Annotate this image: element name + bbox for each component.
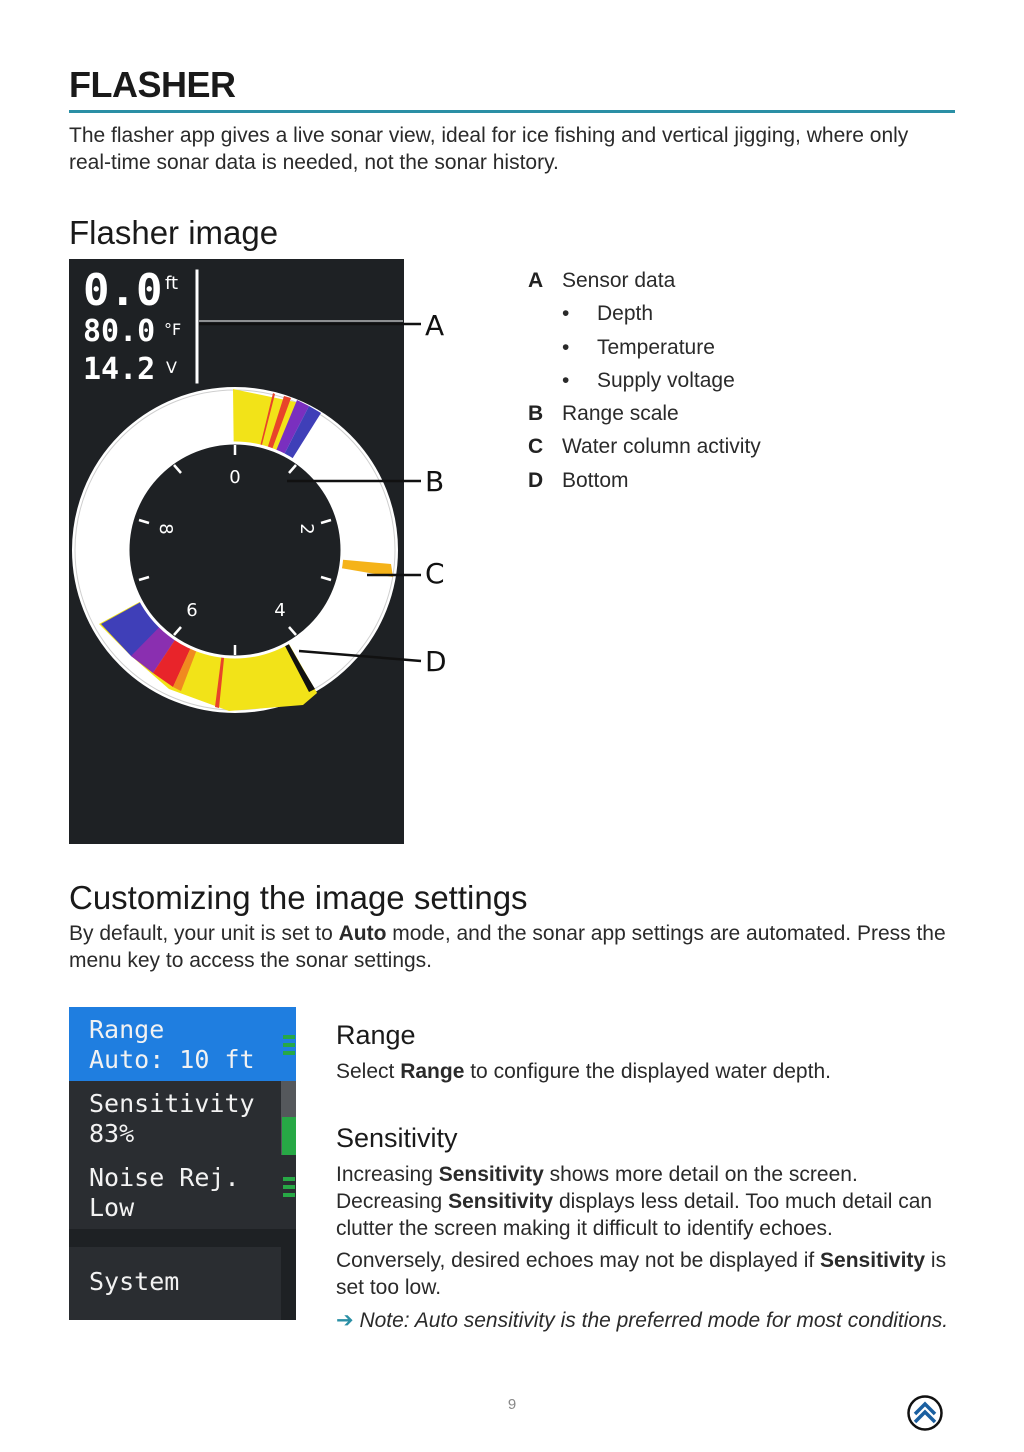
temperature-unit: °F [164, 320, 182, 339]
range-heading: Range [336, 1020, 416, 1050]
menu-item-noise-rejection[interactable]: Noise Rej. Low [69, 1155, 281, 1229]
legend-subitem-voltage: • Supply voltage [562, 368, 735, 392]
dial-label-4: 4 [274, 600, 286, 621]
arrow-right-icon: ➔ [336, 1309, 354, 1332]
legend-item-a: A Sensor data [528, 269, 676, 292]
menu-item-range[interactable]: Range Auto: 10 ft [69, 1007, 281, 1081]
range-indicator [281, 1007, 296, 1081]
legend-subitem-depth: • Depth [562, 302, 654, 326]
page-title: FLASHER [69, 64, 236, 105]
back-to-top-icon[interactable] [906, 1394, 944, 1432]
callout-b: B [425, 465, 445, 498]
sensitivity-note: ➔ Note: Auto sensitivity is the preferred mode for most conditions. [336, 1309, 949, 1332]
legend-item-b: B Range scale [528, 402, 679, 426]
depth-unit: ft [165, 273, 179, 294]
customizing-heading: Customizing the image settings [69, 879, 528, 916]
intro-paragraph: The flasher app gives a live sonar view, ideal for ice fishing and vertical jigging, where only real-time sonar data is needed, not the sonar history. [69, 124, 909, 174]
title-rule [69, 110, 955, 113]
sensitivity-heading: Sensitivity [336, 1123, 458, 1153]
legend-item-c: C Water column activity [528, 435, 761, 459]
menu-item-system[interactable]: System [69, 1247, 281, 1320]
callout-d: D [425, 645, 447, 678]
sonar-settings-menu [69, 1007, 296, 1320]
legend-subitem-temperature: • Temperature [562, 335, 715, 359]
callout-c: C [425, 557, 445, 590]
dial-label-0: 0 [229, 467, 241, 488]
dial-label-8: 8 [155, 523, 176, 535]
noise-rejection-indicator [281, 1155, 296, 1229]
flasher-legend [528, 264, 928, 497]
voltage-value: 14.2 [83, 352, 156, 387]
depth-value: 0.0 [83, 265, 163, 316]
voltage-unit: V [166, 358, 177, 377]
temperature-value: 80.0 [83, 314, 156, 349]
page-number: 9 [507, 1396, 517, 1413]
legend-item-d: D Bottom [528, 468, 629, 492]
callout-a: A [425, 309, 445, 342]
dial-label-6: 6 [186, 600, 198, 621]
customizing-intro: By default, your unit is set to Auto mode, and the sonar app settings are automated. Press the menu key to access the sonar settings. [69, 922, 946, 972]
sensitivity-indicator [281, 1081, 296, 1155]
range-description: Select Range to configure the displayed water depth. [336, 1060, 831, 1083]
menu-item-sensitivity[interactable]: Sensitivity 83% [69, 1081, 281, 1155]
callout-lines [69, 259, 469, 844]
dial-label-2: 2 [296, 523, 317, 535]
sensitivity-paragraph-2: Conversely, desired echoes may not be displayed if Sensitivity is set too low. [336, 1249, 947, 1299]
flasher-image-heading: Flasher image [69, 214, 279, 251]
sensitivity-paragraph-1: Increasing Sensitivity shows more detail on the screen. Decreasing Sensitivity displays less detail. Too much detail can clutter the screen making it difficult to identify echoes. [336, 1163, 933, 1240]
